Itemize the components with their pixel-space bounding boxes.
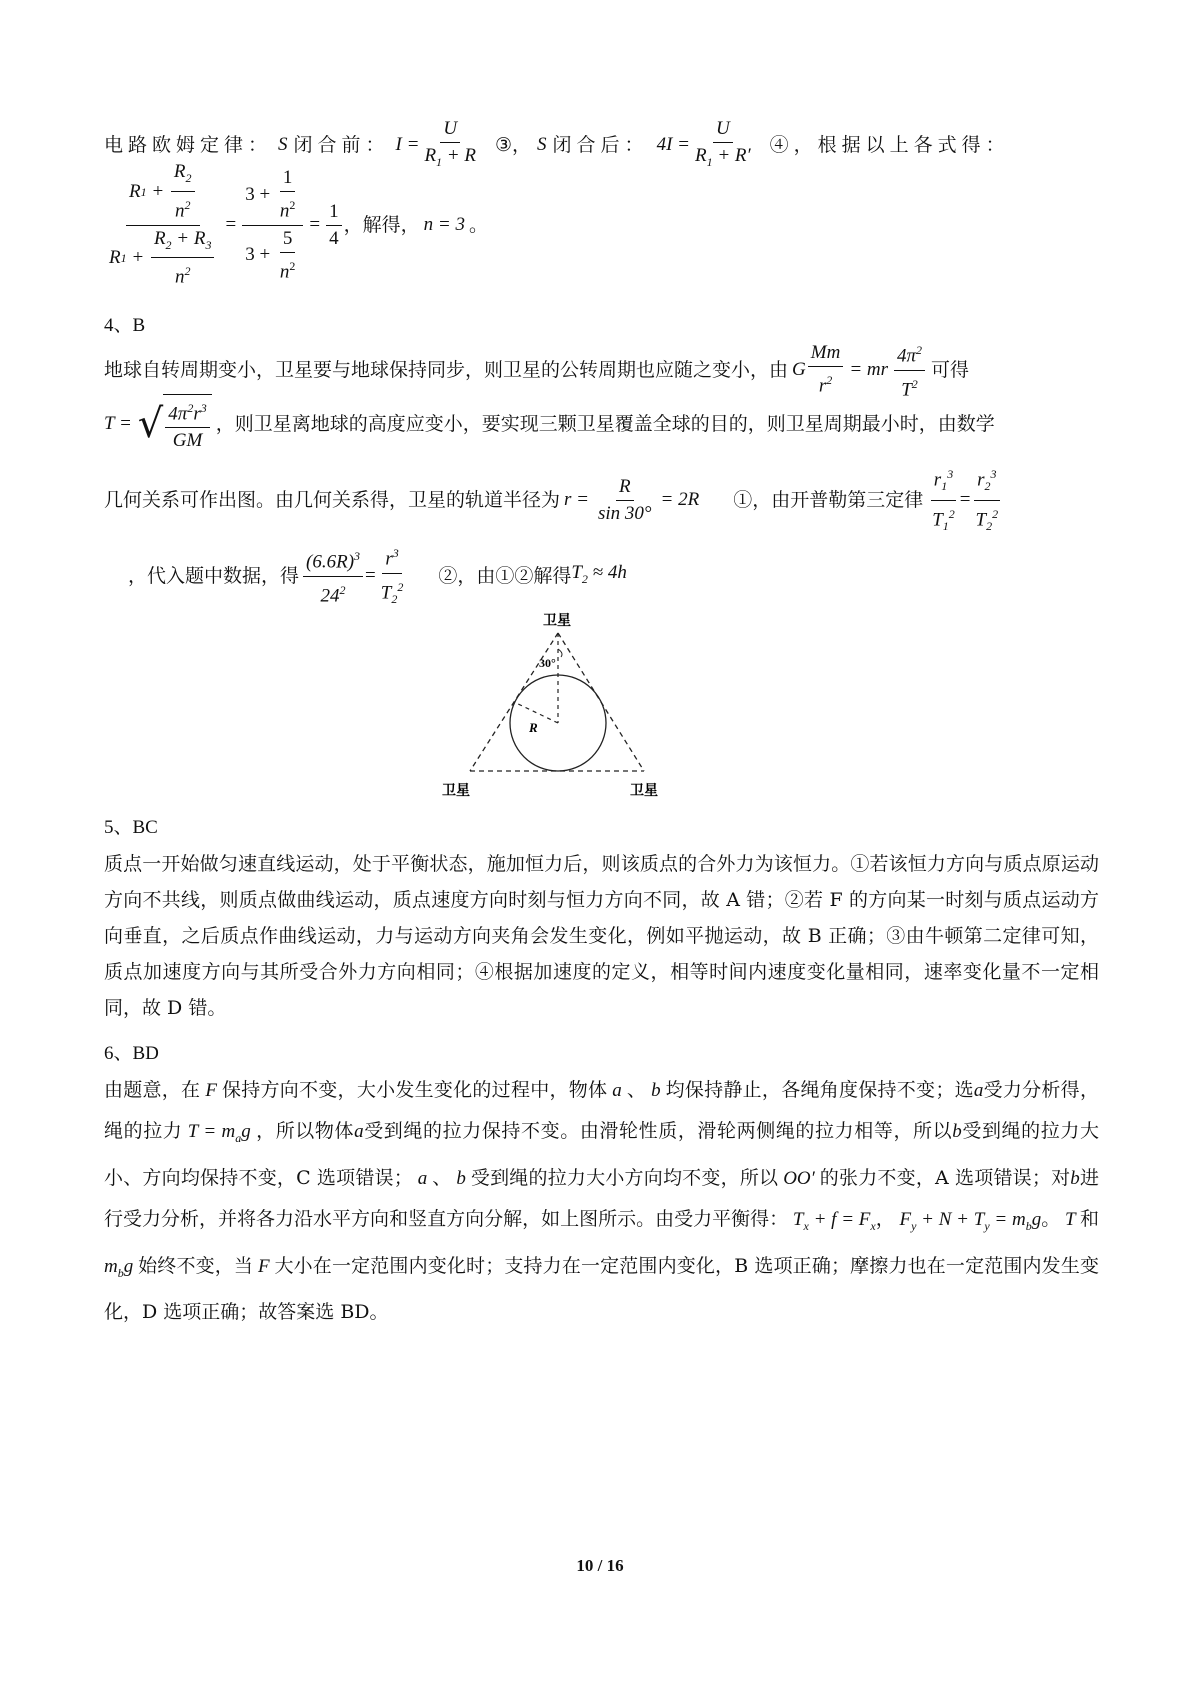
fraction-U-R1-R: $\frac{U}{R_1 + R}$ — [424, 117, 476, 169]
sec4-text4b: ②，由①②解得 — [438, 565, 572, 587]
fig-label-top-satellite: 卫星 — [543, 613, 571, 629]
sec4-line1: 地球自转周期变小，卫星要与地球保持同步，则卫星的公转周期也应随之变小，由 G $\frac{Mm}{r^2}$ = mr $\frac{4\pi^2}{T^2}$ 可得 — [104, 334, 1104, 406]
fraction-U-R1-Rprime: $\frac{U}{R_1 + R'}$ — [694, 117, 751, 169]
answer-4-header: 4、B — [104, 315, 146, 336]
text-comma: ， — [512, 134, 532, 156]
fraction-R-sin30: $\frac{R}{\sin 30^\circ}$ — [597, 475, 652, 524]
text-ohm-intro: 电路欧姆定律： — [104, 134, 273, 156]
ratio-equation-line: R 1 + $\frac{R_2}{n^2}$ R 1 + $\frac{R_2 + R_3}{n^2}$ = 3 + $\frac{1}{n^2}$ 3 + $\frac{5}{n^2}$ = $\frac{1}{4}$ ，解得， n = 3 。 — [104, 180, 1104, 270]
sec4-line2: T = √ $\frac{4\pi^2r^3}{GM}$ ，则卫星离地球的高度应变小，要实现三颗卫星覆盖全球的目的，则卫星周期最小时，由数学 — [104, 388, 1104, 460]
fraction-one-quarter: $\frac{1}{4}$ — [326, 199, 342, 252]
mark-3: ③ — [494, 134, 513, 156]
fig-label-right-satellite: 卫星 — [630, 783, 658, 799]
sec4-text1: 地球自转周期变小，卫星要与地球保持同步，则卫星的公转周期也应随之变小，由 — [104, 359, 789, 381]
text-after-close: 闭合后： — [552, 134, 649, 156]
sec4-text2: ，则卫星离地球的高度应变小，要实现三颗卫星覆盖全球的目的，则卫星周期最小时，由数学 — [215, 413, 995, 435]
fig-label-left-satellite: 卫星 — [442, 783, 470, 799]
sqrt-period: √ $\frac{4\pi^2r^3}{GM}$ — [138, 394, 212, 454]
text-before-close: 闭合前： — [293, 134, 390, 156]
text-period: 。 — [468, 214, 488, 236]
fraction-kepler-1: $\frac{r_1^3}{T_1^2}$ — [929, 461, 958, 538]
math-S: S — [278, 134, 288, 155]
satellite-coverage-diagram — [440, 605, 740, 805]
fraction-data-right: $\frac{r^3}{T_2^2}$ — [378, 540, 407, 611]
math-eq-before: I = — [395, 134, 420, 155]
answer-5-header: 5、BC — [104, 817, 158, 838]
fig-label-angle: 30° — [539, 656, 556, 670]
fraction-4pi2-T2: $\frac{4\pi^2}{T^2}$ — [894, 337, 925, 403]
sec4-text4a: ，代入题中数据，得 — [128, 565, 300, 587]
fraction-big-mid: 3 + $\frac{1}{n^2}$ 3 + $\frac{5}{n^2}$ — [242, 165, 303, 285]
mark-4: ④，根据以上各式得： — [769, 134, 1010, 156]
math-eq-after: 4I = — [656, 134, 690, 155]
fig-label-radius: R — [529, 720, 538, 735]
ohm-law-line — [104, 118, 1104, 172]
sec4-line4: ，代入题中数据，得 $\frac{(6.6R)^3}{24^2}$ = $\frac{r^3}{T_2^2}$ ②，由①②解得 $T_2 \approx 4h$ — [128, 540, 1128, 612]
fraction-big-left: R 1 + $\frac{R_2}{n^2}$ R 1 + $\frac{R_2 + R_3}{n^2}$ — [106, 159, 219, 290]
answer-6-body: 由题意，在 F 保持方向不变，大小发生变化的过程中，物体 a 、 b 均保持静止，各绳角度保持不变；选a受力分析得，绳的拉力 $T = m_ag$ ，所以物体a受到绳的拉力保持不变。由滑轮性质，滑轮两侧绳的拉力相等，所以b受到绳的拉力大小、方向均保持不变，C 选项错误； a 、 b 受到绳的拉力大小方向均不变，所以 OO′ 的张力不变，A 选项错误；对b进行受力分析，并将各力沿水平方向和竖直方向分解，如上图所示。由受力平衡得： $T_x + f = F_x$， $F_y + N + T_y = m_bg$。 T 和 $m_bg$ 始终不变，当 F 大小在一定范围内变化时；支持力在一定范围内变化，B 选项正确；摩擦力也在一定范围内发生变化，D 选项正确；故答案选 BD。 — [104, 1079, 1100, 1324]
answer-6-header: 6、BD — [104, 1043, 159, 1064]
math-n-eq-3: n = 3 — [423, 214, 465, 235]
sec4-text1-end: 可得 — [931, 359, 970, 381]
fraction-kepler-2: $\frac{r_2^3}{T_2^2}$ — [973, 461, 1002, 538]
answer-5-body: 质点一开始做匀速直线运动，处于平衡状态，施加恒力后，则该质点的合外力为该恒力。①若该恒力方向与质点原运动方向不共线，则质点做曲线运动，质点速度方向时刻与恒力方向不同，故 A 错；②若 F 的方向某一时刻与质点运动方向垂直，之后质点作曲线运动，力与运动方向夹角会发生变化，例如平抛运动，故 B 正确；③由牛顿第二定律可知，质点加速度方向与其所受合外力方向相同；④根据加速度的定义，相等时间内速度变化量相同，速率变化量不一定相同，故 D 错。 — [104, 853, 1099, 1019]
fraction-data-left: $\frac{(6.6R)^3}{24^2}$ — [303, 543, 363, 609]
sec4-line3: 几何关系可作出图。由几何关系得，卫星的轨道半径为 r = $\frac{R}{\sin 30^\circ}$ = 2R ①，由开普勒第三定律 $\frac{r_1^3}{T_1^2}$ = $\frac{r_2^3}{T_2^2}$ — [104, 464, 1104, 536]
text-solved: ，解得， — [343, 214, 420, 236]
sec4-mark1: ①，由开普勒第三定律 — [733, 489, 924, 511]
math-S-2: S — [537, 134, 547, 155]
page-number: 10 / 16 — [576, 1556, 624, 1575]
sec4-text3: 几何关系可作出图。由几何关系得，卫星的轨道半径为 — [104, 489, 561, 511]
fraction-Mm-r2: $\frac{Mm}{r^2}$ — [808, 340, 844, 399]
